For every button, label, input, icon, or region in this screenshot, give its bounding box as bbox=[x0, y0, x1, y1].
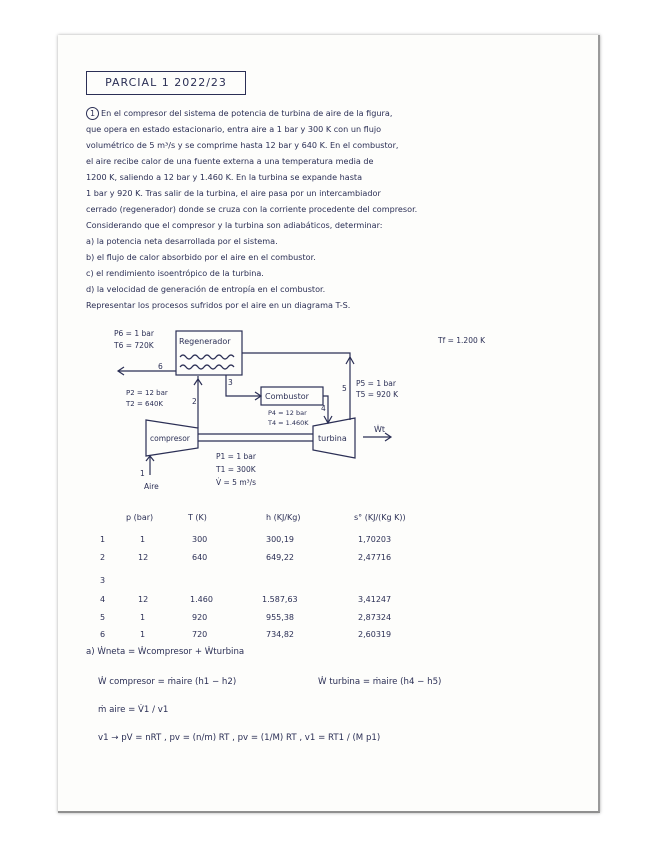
row4-h: 1.587,63 bbox=[262, 595, 298, 604]
row6-p: 1 bbox=[140, 630, 146, 639]
work-line-4: v1 → pV = nRT , pv = (n/m) RT , pv = (1/M) RT , v1 = RT1 / (M p1) bbox=[98, 733, 381, 743]
row2-t: 640 bbox=[192, 553, 208, 562]
row5-state: 5 bbox=[100, 613, 106, 622]
work-line-2b: Ẇ turbina = ṁaire (h4 − h5) bbox=[318, 677, 442, 687]
problem-line-4: el aire recibe calor de una fuente externa a una temperatura media de bbox=[86, 156, 374, 166]
problem-line-3: volumétrico de 5 m³/s y se comprime hasta 12 bar y 640 K. En el combustor, bbox=[86, 140, 399, 150]
row6-s: 2,60319 bbox=[358, 630, 392, 639]
combustor-label: Combustor bbox=[265, 392, 309, 401]
state5-p: P5 = 1 bar bbox=[356, 379, 396, 388]
question-d: d) la velocidad de generación de entropía en el combustor. bbox=[86, 284, 326, 294]
state4-p: P4 = 12 bar bbox=[268, 409, 307, 417]
row1-t: 300 bbox=[192, 535, 208, 544]
row1-state: 1 bbox=[100, 535, 106, 544]
row1-p: 1 bbox=[140, 535, 146, 544]
row5-p: 1 bbox=[140, 613, 146, 622]
state1-t: T1 = 300K bbox=[216, 465, 256, 474]
state2-p: P2 = 12 bar bbox=[126, 389, 168, 397]
row1-s: 1,70203 bbox=[358, 535, 392, 544]
question-a: a) la potencia neta desarrollada por el sistema. bbox=[86, 236, 278, 246]
compressor-label: compresor bbox=[150, 434, 190, 443]
row3-state: 3 bbox=[100, 576, 106, 585]
row4-p: 12 bbox=[138, 595, 149, 604]
problem-line-1: 1 En el compresor del sistema de potencia de turbina de aire de la figura, bbox=[86, 105, 591, 121]
inlet-label: Aire bbox=[144, 482, 159, 491]
state4-t: T4 = 1.460K bbox=[268, 419, 309, 427]
question-b: b) el flujo de calor absorbido por el aire en el combustor. bbox=[86, 252, 316, 262]
row5-h: 955,38 bbox=[266, 613, 294, 622]
regenerator-coil-bottom bbox=[180, 365, 234, 369]
row4-state: 4 bbox=[100, 595, 106, 604]
system-schematic bbox=[58, 35, 598, 505]
row4-s: 3,41247 bbox=[358, 595, 392, 604]
header-h: h (KJ/Kg) bbox=[266, 513, 301, 522]
row4-t: 1.460 bbox=[190, 595, 213, 604]
row2-state: 2 bbox=[100, 553, 106, 562]
problem-line-2: que opera en estado estacionario, entra aire a 1 bar y 300 K con un flujo bbox=[86, 124, 382, 134]
tf-label: Tf = 1.200 K bbox=[438, 336, 486, 345]
notebook-page bbox=[58, 35, 600, 813]
header-s: s° (KJ/(Kg K)) bbox=[354, 513, 406, 522]
work-label: Ẇt bbox=[374, 425, 386, 434]
regenerator-coil-top bbox=[180, 355, 234, 359]
point-1: 1 bbox=[140, 469, 145, 478]
point-3: 3 bbox=[228, 378, 233, 387]
question-ts-diagram: Representar los procesos sufridos por el aire en un diagrama T-S. bbox=[86, 300, 351, 310]
state2-t: T2 = 640K bbox=[126, 400, 163, 408]
row6-state: 6 bbox=[100, 630, 106, 639]
regenerator-label: Regenerador bbox=[179, 337, 231, 346]
row5-t: 920 bbox=[192, 613, 208, 622]
state6-p: P6 = 1 bar bbox=[114, 329, 154, 338]
row1-h: 300,19 bbox=[266, 535, 294, 544]
problem-line-6: 1 bar y 920 K. Tras salir de la turbina, el aire pasa por un intercambiador bbox=[86, 188, 381, 198]
state1-v: V̇ = 5 m³/s bbox=[216, 478, 257, 487]
row6-h: 734,82 bbox=[266, 630, 294, 639]
work-line-1: a) Ẇneta = Ẇcompresor + Ẇturbina bbox=[86, 647, 245, 657]
row6-t: 720 bbox=[192, 630, 208, 639]
point-5: 5 bbox=[342, 384, 347, 393]
problem-line-8: Considerando que el compresor y la turbina son adiabáticos, determinar: bbox=[86, 220, 383, 230]
row5-s: 2,87324 bbox=[358, 613, 392, 622]
row2-h: 649,22 bbox=[266, 553, 294, 562]
point-2: 2 bbox=[192, 397, 197, 406]
header-t: T (K) bbox=[188, 513, 207, 522]
problem-number: 1 bbox=[86, 107, 99, 120]
exam-title: PARCIAL 1 2022/23 bbox=[86, 71, 246, 95]
work-line-3: ṁ aire = V̇1 / v1 bbox=[98, 705, 169, 715]
state6-t: T6 = 720K bbox=[114, 341, 154, 350]
question-c: c) el rendimiento isoentrópico de la turbina. bbox=[86, 268, 264, 278]
problem-line-7: cerrado (regenerador) donde se cruza con la corriente procedente del compresor. bbox=[86, 204, 418, 214]
point-4: 4 bbox=[321, 404, 326, 413]
point-6: 6 bbox=[158, 362, 163, 371]
problem-line-5: 1200 K, saliendo a 12 bar y 1.460 K. En la turbina se expande hasta bbox=[86, 172, 363, 182]
row2-p: 12 bbox=[138, 553, 149, 562]
header-p: p (bar) bbox=[126, 513, 154, 522]
turbine-label: turbina bbox=[318, 434, 347, 443]
state1-p: P1 = 1 bar bbox=[216, 452, 256, 461]
row2-s: 2,47716 bbox=[358, 553, 392, 562]
work-line-2a: Ẇ compresor = ṁaire (h1 − h2) bbox=[98, 677, 237, 687]
state5-t: T5 = 920 K bbox=[356, 390, 399, 399]
